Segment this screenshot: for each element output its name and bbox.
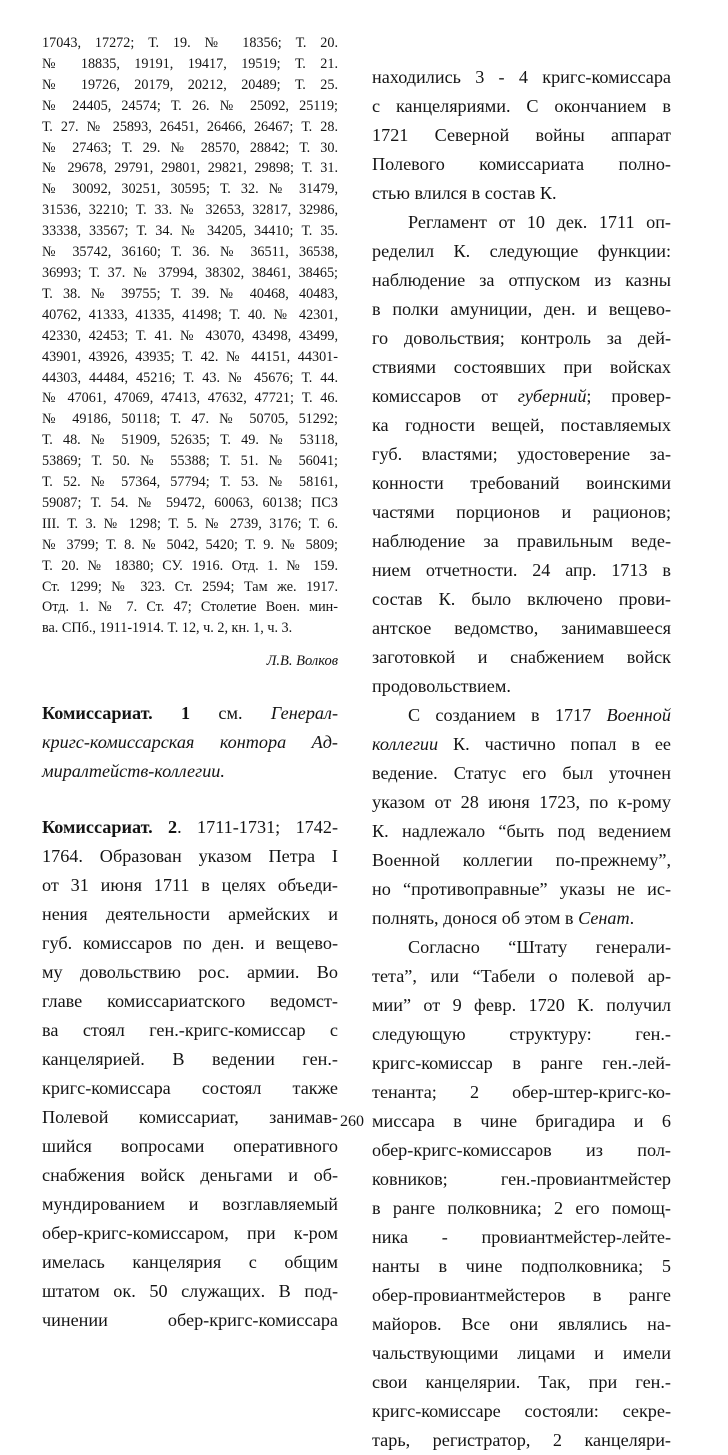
see-reference-label: см. xyxy=(218,703,243,724)
entry-line: нения деятельности армейских и xyxy=(42,904,338,925)
body-line: конности требований воинскими xyxy=(372,473,671,493)
body-text: ; провер- xyxy=(586,386,671,406)
entry-line: Полевой комиссариат, занимав- xyxy=(42,1107,338,1128)
entry-line: 1764. Образован указом Петра I xyxy=(42,846,338,867)
entry-line: чинении обер-кригс-комиссара xyxy=(42,1310,338,1331)
entry-line: обер-кригс-комиссаром, при к-ром xyxy=(42,1223,338,1244)
citation-line: III. Т. 3. № 1298; Т. 5. № 2739, 3176; Т. 6. xyxy=(42,515,338,532)
body-text: комиссаров от xyxy=(372,386,518,406)
paragraph-3 xyxy=(372,701,671,933)
cross-reference: губерний xyxy=(517,386,587,406)
body-line: продовольствием. xyxy=(372,676,511,696)
body-line: свои канцелярии. Так, при ген.- xyxy=(372,1372,671,1392)
citation-line: 36993; Т. 37. № 37994, 38302, 38461, 38465; xyxy=(42,264,338,281)
body-line: тарь, регистратор, 2 канцеляри- xyxy=(372,1430,671,1450)
citation-line: Т. 27. № 25893, 26451, 26466, 26467; Т. 28. xyxy=(42,118,338,135)
body-line: кригс-комиссаре состояли: секре- xyxy=(372,1401,671,1421)
entry-headword: Комиссариат. 2 xyxy=(42,817,178,838)
body-line: указом от 28 июня 1723, по к-рому xyxy=(372,792,671,812)
citation-line: 59087; Т. 54. № 59472, 60063, 60138; ПСЗ xyxy=(42,494,338,511)
body-line: Согласно “Штату генерали- xyxy=(408,937,671,957)
entry-line: кригс-комиссара состоял также xyxy=(42,1078,338,1099)
citation-line: № 19726, 20179, 20212, 20489; Т. 25. xyxy=(42,76,338,93)
body-text: С созданием в 1717 xyxy=(408,705,607,725)
citation-line: № 24405, 24574; Т. 26. № 25092, 25119; xyxy=(42,97,338,114)
citation-block xyxy=(42,33,338,639)
citation-line: № 49186, 50118; Т. 47. № 50705, 51292; xyxy=(42,411,338,428)
body-line: ведение. Статус его был уточнен xyxy=(372,763,671,783)
body-line xyxy=(372,730,671,759)
entry-line xyxy=(42,757,338,786)
citation-line: Т. 38. № 39755; Т. 39. № 40468, 40483, xyxy=(42,285,338,302)
body-line: тенанта; 2 обер-штер-кригс-ко- xyxy=(372,1082,671,1102)
body-line: нанты в чине подполковника; 5 xyxy=(372,1256,671,1276)
cross-reference: миралтейств-коллегии. xyxy=(42,761,225,782)
body-line: в полки амуниции, ден. и вещево- xyxy=(372,299,671,319)
body-line: наблюдение за отпуском из казны xyxy=(372,270,671,290)
body-line: мии” от 9 февр. 1720 К. получил xyxy=(372,995,671,1015)
body-line xyxy=(372,701,671,730)
body-line: в ранге полковника; 2 его помощ- xyxy=(372,1198,671,1218)
body-line: майоров. Все они являлись на- xyxy=(372,1314,671,1334)
body-line: тета”, или “Табели о полевой ар- xyxy=(372,966,671,986)
body-line: кригс-комиссар в ранге ген.-лей- xyxy=(372,1053,671,1073)
citation-line: № 47061, 47069, 47413, 47632, 47721; Т. 46. xyxy=(42,390,338,407)
citation-line: 53869; Т. 50. № 55388; Т. 51. № 56041; xyxy=(42,453,338,470)
body-line: ствиями состоявших при войсках xyxy=(372,357,671,377)
cross-reference: коллегии xyxy=(372,734,439,754)
entry-text: . 1711-1731; 1742- xyxy=(177,817,339,838)
body-line: обер-провиантмейстеров в ранге xyxy=(372,1285,671,1305)
entry-komissariat-1 xyxy=(42,699,338,786)
citation-line: 40762, 41333, 41335, 41498; Т. 40. № 42301, xyxy=(42,306,338,323)
body-line: с канцеляриями. С окончанием в xyxy=(372,96,671,116)
entry-line: главе комиссариатского ведомст- xyxy=(42,991,338,1012)
left-column xyxy=(42,33,338,1335)
body-line: губ. властями; удостоверение за- xyxy=(372,444,671,464)
paragraph-2 xyxy=(372,208,671,701)
body-line xyxy=(372,382,671,411)
entry-line: от 31 июня 1711 в целях объеди- xyxy=(42,875,338,896)
page-number: 260 xyxy=(340,1113,364,1130)
entry-line: имелась канцелярия с общим xyxy=(42,1252,338,1273)
body-line: чальствующими лицами и имели xyxy=(372,1343,671,1363)
entry-line xyxy=(42,728,338,757)
right-column xyxy=(372,63,671,1455)
paragraph-4 xyxy=(372,933,671,1455)
citation-line: 44303, 44484, 45216; Т. 43. № 45676; Т. 44. xyxy=(42,369,338,386)
citation-line: Т. 52. № 57364, 57794; Т. 53. № 58161, xyxy=(42,474,338,491)
body-line: 1721 Северной войны аппарат xyxy=(372,125,671,145)
body-line: К. надлежало “быть под ведением xyxy=(372,821,671,841)
body-line: следующую структуру: ген.- xyxy=(372,1024,671,1044)
citation-line: 43901, 43926, 43935; Т. 42. № 44151, 44301- xyxy=(42,348,338,365)
cross-reference: Военной xyxy=(606,705,671,725)
body-line: антское ведомство, занимавшееся xyxy=(372,618,671,638)
body-text: . xyxy=(629,908,635,928)
entry-line: канцелярией. В ведении ген.- xyxy=(42,1049,338,1070)
body-line: го довольствия; контроль за дей- xyxy=(372,328,671,348)
citation-line: Ст. 1299; № 323. Ст. 2594; Там же. 1917. xyxy=(42,578,338,595)
body-line: миссара в чине бригадира и 6 xyxy=(372,1111,671,1131)
body-line: находились 3 - 4 кригс-комиссара xyxy=(372,67,671,87)
citation-line: ва. СПб., 1911-1914. Т. 12, ч. 2, кн. 1, ч. 3. xyxy=(42,620,293,637)
body-line: Регламент от 10 дек. 1711 оп- xyxy=(408,212,671,232)
body-line: заготовкой и снабжением войск xyxy=(372,647,671,667)
entry-komissariat-2 xyxy=(42,813,338,1335)
body-line: нием отчетности. 24 апр. 1713 в xyxy=(372,560,671,580)
citation-line: 31536, 32210; Т. 33. № 32653, 32817, 32986, xyxy=(42,202,338,219)
citation-line: 33338, 33567; Т. 34. № 34205, 34410; Т. 35. xyxy=(42,223,338,240)
entry-line: губ. комиссаров по ден. и вещево- xyxy=(42,933,338,954)
entry-line: шийся вопросами оперативного xyxy=(42,1136,338,1157)
citation-line: 17043, 17272; Т. 19. № 18356; Т. 20. xyxy=(42,35,338,51)
paragraph-1 xyxy=(372,63,671,208)
entry-line: снабжения войск деньгами и об- xyxy=(42,1165,338,1186)
body-line: Военной коллегии по-прежнему”, xyxy=(372,850,671,870)
citation-line: Отд. 1. № 7. Ст. 47; Столетие Воен. мин- xyxy=(42,599,338,616)
citation-line: № 29678, 29791, 29801, 29821, 29898; Т. 31. xyxy=(42,160,338,177)
body-line: стью влился в состав К. xyxy=(372,183,557,203)
body-line: ника - провиантмейстер-лейте- xyxy=(372,1227,671,1247)
citation-line: № 30092, 30251, 30595; Т. 32. № 31479, xyxy=(42,181,338,198)
author-signature: Л.В. Волков xyxy=(266,653,338,670)
citation-line: № 35742, 36160; Т. 36. № 36511, 36538, xyxy=(42,244,338,261)
body-text: полнять, донося об этом в xyxy=(372,908,579,928)
cross-reference: Генерал- xyxy=(270,703,339,724)
body-line: наблюдение за правильным веде- xyxy=(372,531,671,551)
body-text: К. частично попал в ее xyxy=(438,734,671,754)
citation-line: 42330, 42453; Т. 41. № 43070, 43498, 43499, xyxy=(42,327,338,344)
body-line: ковников; ген.-провиантмейстер xyxy=(372,1169,671,1189)
entry-line xyxy=(42,813,338,842)
entry-line: му довольствию рос. армии. Во xyxy=(42,962,338,983)
body-line: ределил К. следующие функции: xyxy=(372,241,671,261)
citation-line: № 18835, 19191, 19417, 19519; Т. 21. xyxy=(42,55,338,72)
body-line: обер-кригс-комиссаров из пол- xyxy=(372,1140,671,1160)
body-line: ка годности вещей, поставляемых xyxy=(372,415,671,435)
citation-line: № 3799; Т. 8. № 5042, 5420; Т. 9. № 5809; xyxy=(42,536,338,553)
citation-line: № 27463; Т. 29. № 28570, 28842; Т. 30. xyxy=(42,139,338,156)
cross-reference: кригс-комиссарская контора Ад- xyxy=(42,732,338,753)
body-line: Полевого комиссариата полно- xyxy=(372,154,671,174)
entry-line: штатом ок. 50 служащих. В под- xyxy=(42,1281,338,1302)
body-line: состав К. было включено прови- xyxy=(372,589,671,609)
entry-line xyxy=(42,699,338,728)
body-line xyxy=(372,904,671,933)
citation-line: Т. 48. № 51909, 52635; Т. 49. № 53118, xyxy=(42,432,338,449)
entry-line: ва стоял ген.-кригс-комиссар с xyxy=(42,1020,338,1041)
body-line: но “противоправные” указы не ис- xyxy=(372,879,671,899)
body-line: частями порционов и рационов; xyxy=(372,502,671,522)
entry-line: мундированием и возглавляемый xyxy=(42,1194,338,1215)
entry-headword: Комиссариат. 1 xyxy=(42,703,191,724)
cross-reference: Сенат xyxy=(578,908,630,928)
citation-line: Т. 20. № 18380; СУ. 1916. Отд. 1. № 159. xyxy=(42,557,338,574)
